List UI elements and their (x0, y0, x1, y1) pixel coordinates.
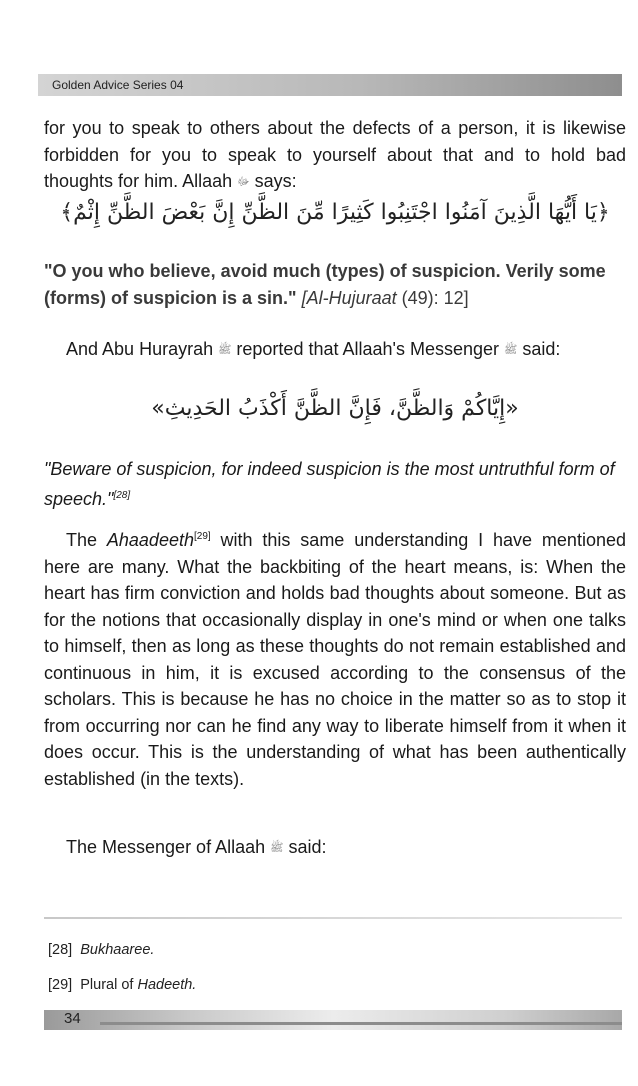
series-title: Golden Advice Series 04 (52, 78, 184, 92)
paragraph-messenger-said: The Messenger of Allaah ﷺ said: (66, 837, 327, 857)
paragraph-intro: for you to speak to others about the defects of a person, it is likewise forbidden for you to speak to yourself about that and to hold bad thoughts for him. Allaah ﷻ says: (44, 118, 626, 191)
hadith-arabic: «إِيَّاكُمْ وَالظَّنَّ، فَإِنَّ الظَّنَّ أَكْذَبُ الحَدِيثِ» (151, 396, 519, 421)
honorific-messenger-icon-2: ﷺ (270, 842, 284, 854)
footnote-29: [29] Plural of Hadeeth. (48, 977, 197, 993)
honorific-companion-icon: ﷺ (218, 344, 232, 356)
footnote-28 (48, 942, 154, 958)
page-content (44, 115, 626, 196)
hadith-intro-block (44, 336, 626, 364)
quran-verse-arabic: ﴿يَا أَيُّهَا الَّذِينَ آمَنُوا اجْتَنِبُوا كَثِيرًا مِّنَ الظَّنِّ إِنَّ بَعْضَ الظَّنِّ إِثْمٌ﴾ (60, 200, 610, 225)
footer-rule (100, 1022, 622, 1025)
footnote-ref-29[interactable]: [29] (193, 531, 211, 542)
footnote-separator (44, 917, 622, 919)
paragraph-backbiting-heart: The Ahaadeeth[29] with this same understanding I have mentioned here are many. What the backbiting of the heart means, is: When the heart has firm conviction and holds bad thoughts about someone. But as for the notions that occasionally display in one's mind or when one talks to himself, then as long as these thoughts do not remain established and continuous in him, it is excused according to the consensus of the scholars. This is because he has no choice in the matter so as to stop it from occurring nor can he find any way to liberate himself from it when it does occur. This is the understanding of what has been authentically established (in the texts). (44, 530, 626, 789)
hadith-translation: "Beware of suspicion, for indeed suspicion is the most untruthful form of speech."[28] (44, 459, 615, 509)
honorific-allaah-icon: ﷻ (237, 176, 250, 188)
footnote-ref-28[interactable]: [28] (113, 489, 131, 501)
hadith-translation-block (44, 456, 626, 512)
footnote-29-term: Hadeeth. (137, 977, 197, 993)
honorific-messenger-icon: ﷺ (504, 344, 518, 356)
footnote-29-number: [29] (48, 977, 73, 993)
closing-block (44, 834, 626, 862)
footnote-28-number: [28] (48, 942, 73, 958)
footnote-28-text: Bukhaaree. (80, 942, 155, 958)
main-paragraph-block (44, 524, 626, 792)
term-ahaadeeth: Ahaadeeth (106, 530, 194, 550)
footer-bar (44, 1010, 622, 1030)
page-number: 34 (64, 1010, 81, 1027)
paragraph-hadith-intro: And Abu Hurayrah ﷺ reported that Allaah's Messenger ﷺ said: (66, 339, 561, 359)
quran-translation: "O you who believe, avoid much (types) of suspicion. Verily some (forms) of suspicion is a sin." [Al-Hujuraat (49): 12] (44, 261, 606, 308)
quran-reference-name: [Al-Hujuraat (301, 287, 397, 308)
quran-translation-block (44, 258, 626, 311)
